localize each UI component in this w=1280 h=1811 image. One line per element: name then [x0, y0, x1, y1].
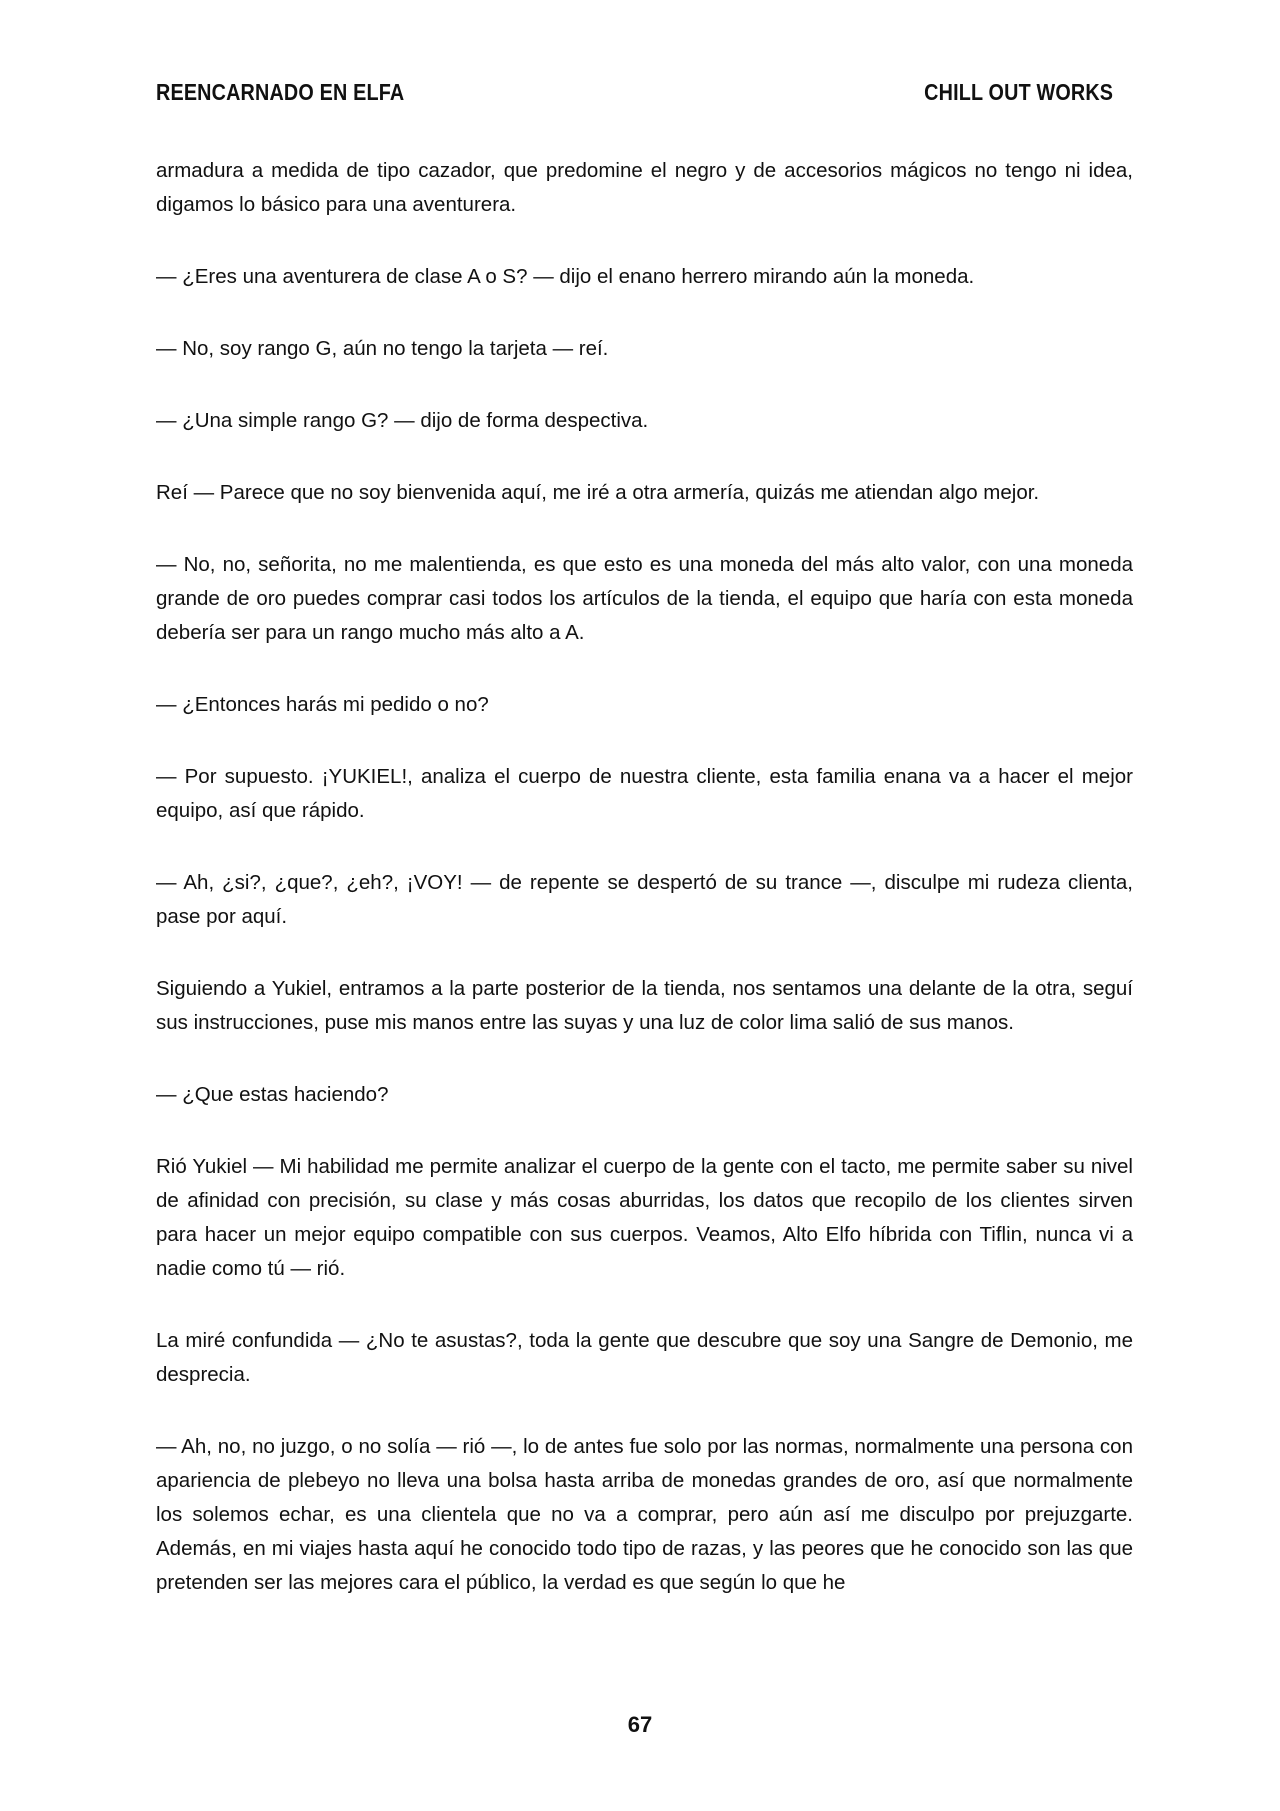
paragraph: Siguiendo a Yukiel, entramos a la parte posterior de la tienda, nos sentamos una delante de la otra, seguí sus instrucciones, puse mis manos entre las suyas y una luz de color lima salió de sus manos.: [156, 977, 1133, 1034]
paragraph: — Ah, ¿si?, ¿que?, ¿eh?, ¡VOY! — de repente se despertó de su trance —, disculpe mi rudeza clienta, pase por aquí.: [156, 871, 1133, 928]
page-number: 67: [627, 1712, 653, 1737]
paragraph: — ¿Que estas haciendo?: [156, 1083, 389, 1106]
paragraph: armadura a medida de tipo cazador, que predomine el negro y de accesorios mágicos no tengo ni idea, digamos lo básico para una aventurera.: [156, 159, 1133, 216]
running-header: [156, 76, 1113, 108]
paragraph: — ¿Entonces harás mi pedido o no?: [156, 693, 489, 716]
paragraph: — No, soy rango G, aún no tengo la tarjeta — reí.: [156, 337, 609, 360]
publisher-name: CHILL OUT WORKS: [924, 78, 1114, 105]
paragraph: Reí — Parece que no soy bienvenida aquí, me iré a otra armería, quizás me atiendan algo mejor.: [156, 481, 1040, 504]
paragraph: — ¿Eres una aventurera de clase A o S? — dijo el enano herrero mirando aún la moneda.: [156, 265, 975, 288]
paragraph: La miré confundida — ¿No te asustas?, toda la gente que descubre que soy una Sangre de Demonio, me desprecia.: [156, 1329, 1133, 1386]
paragraph: — No, no, señorita, no me malentienda, es que esto es una moneda del más alto valor, con una moneda grande de oro puedes comprar casi todos los artículos de la tienda, el equipo que haría con esta moneda debería ser para un rango mucho más alto a A.: [156, 553, 1133, 644]
paragraph: — ¿Una simple rango G? — dijo de forma despectiva.: [156, 409, 649, 432]
paragraph: — Ah, no, no juzgo, o no solía — rió —, lo de antes fue solo por las normas, normalmente una persona con apariencia de plebeyo no lleva una bolsa hasta arriba de monedas grandes de oro, así que normalmente los solemos echar, es una clientela que no va a comprar, pero aún así me disculpo por prejuzgarte. Además, en mi viajes hasta aquí he conocido todo tipo de razas, y las peores que he conocido son las que pretenden ser las mejores cara el público, la verdad es que según lo que he: [156, 1435, 1133, 1594]
page-body: [156, 154, 1133, 1638]
paragraph: — Por supuesto. ¡YUKIEL!, analiza el cuerpo de nuestra cliente, esta familia enana va a hacer el mejor equipo, así que rápido.: [156, 765, 1133, 822]
book-title: REENCARNADO EN ELFA: [156, 78, 405, 105]
paragraph: Rió Yukiel — Mi habilidad me permite analizar el cuerpo de la gente con el tacto, me permite saber su nivel de afinidad con precisión, su clase y más cosas aburridas, los datos que recopilo de los clientes sirven para hacer un mejor equipo compatible con sus cuerpos. Veamos, Alto Elfo híbrida con Tiflin, nunca vi a nadie como tú — rió.: [156, 1155, 1133, 1280]
